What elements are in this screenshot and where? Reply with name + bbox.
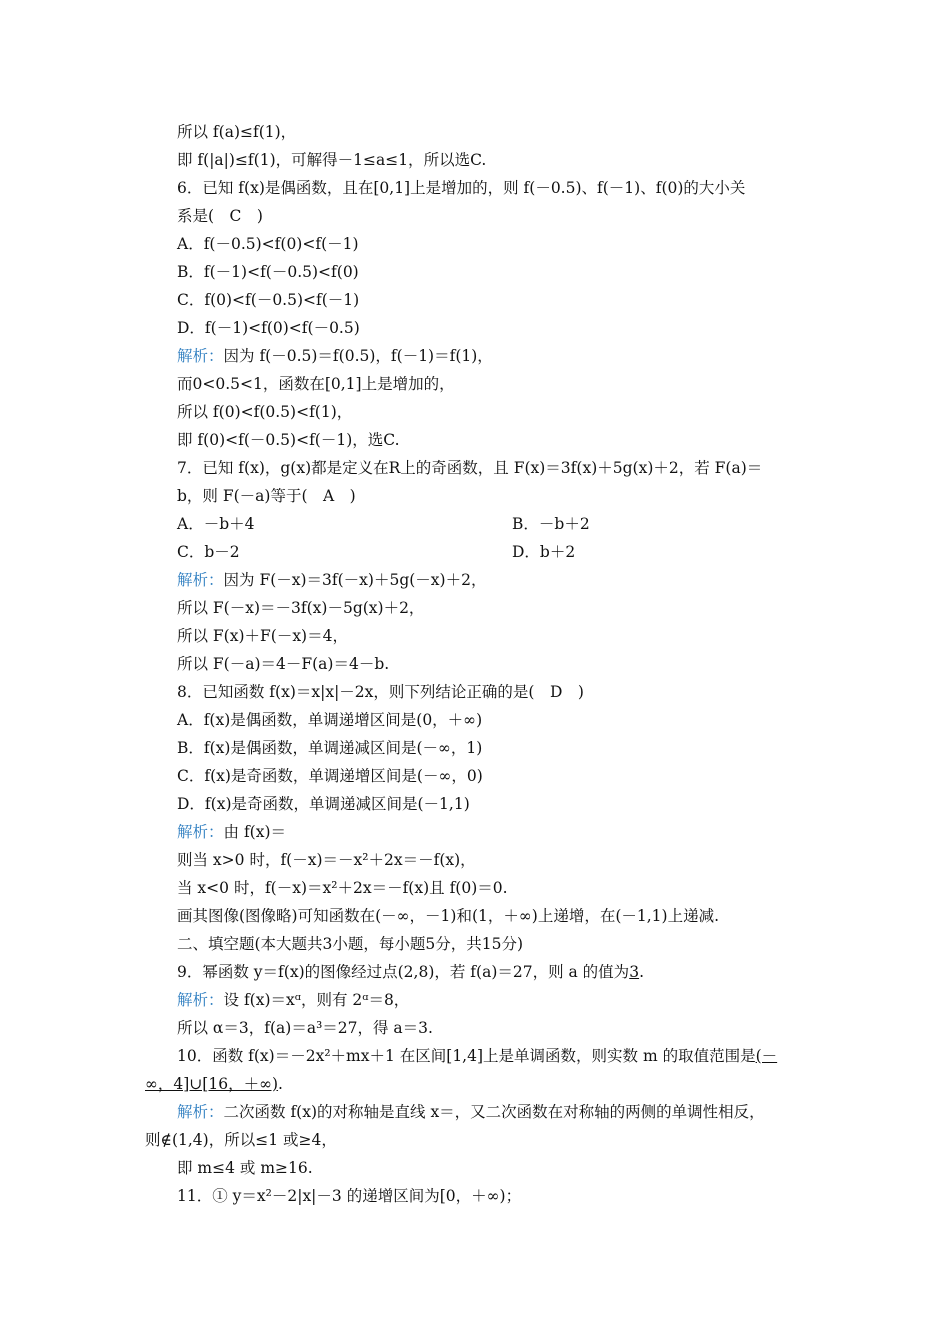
analysis-label: 解析： (177, 347, 224, 365)
line-text: A．f(x)是偶函数，单调递增区间是(0，＋∞) (177, 711, 483, 729)
line-text: D．f(－1)<f(0)<f(－0.5) (177, 319, 360, 337)
line-text: 而0<0.5<1，函数在[0,1]上是增加的， (177, 375, 455, 393)
text-line (177, 738, 482, 758)
text-line (177, 962, 644, 982)
line-text: b，则 F(－a)等于( A ) (177, 487, 356, 505)
analysis-label: 解析： (177, 991, 224, 1009)
line-text: A．f(－0.5)<f(0)<f(－1) (177, 235, 359, 253)
line-text: 所以 F(－x)＝－3f(x)－5g(x)＋2， (177, 599, 425, 617)
analysis-label: 解析： (177, 823, 224, 841)
line-text: 11．① y＝x²－2|x|－3 的递增区间为[0，＋∞)； (177, 1187, 522, 1205)
text-line (177, 1102, 765, 1122)
line-text: 即 m≤4 或 m≥16. (177, 1159, 313, 1177)
line-text: 7．已知 f(x)，g(x)都是定义在R上的奇函数，且 F(x)＝3f(x)＋5g(x)＋2，若 F(a)＝ (177, 459, 763, 477)
line-text: 因为 F(－x)＝3f(－x)＋5g(－x)＋2， (223, 571, 487, 589)
line-text: 所以 f(0)<f(0.5)<f(1)， (177, 403, 353, 421)
text-line (177, 122, 296, 142)
line-text: 所以 α＝3，f(a)＝a³＝27，得 a＝3. (177, 1019, 433, 1037)
text-line (177, 486, 356, 506)
line-text: 则∉(1,4)，所以≤1 或≥4， (145, 1131, 337, 1149)
line-text: 设 f(x)＝xᵅ，则有 2ᵅ＝8， (223, 991, 410, 1009)
line-text: D．f(x)是奇函数，单调递减区间是(－1,1) (177, 795, 470, 813)
text-line (145, 1074, 283, 1094)
text-line (177, 430, 400, 450)
line-text: 二、填空题(本大题共3小题，每小题5分，共15分) (177, 935, 524, 953)
option-right-column: B．－b＋2 (512, 515, 590, 533)
answer-underline: (－ (755, 1047, 778, 1065)
line-text: 10．函数 f(x)＝－2x²＋mx＋1 在区间[1,4]上是单调函数，则实数 m 的取值范围是 (177, 1047, 756, 1065)
option-right-column: D．b＋2 (512, 543, 576, 561)
text-line (177, 346, 493, 366)
text-line (177, 766, 483, 786)
line-text: 即 f(0)<f(－0.5)<f(－1)，选C. (177, 431, 400, 449)
text-line (145, 1130, 337, 1150)
line-text: C．f(0)<f(－0.5)<f(－1) (177, 291, 360, 309)
line-text: B．f(－1)<f(－0.5)<f(0) (177, 263, 359, 281)
text-line (177, 262, 359, 282)
line-text: 画其图像(图像略)可知函数在(－∞，－1)和(1，＋∞)上递增，在(－1,1)上递减. (177, 907, 720, 925)
text-line (177, 1158, 313, 1178)
text-line (177, 710, 482, 730)
text-line (177, 318, 360, 338)
text-line (177, 458, 762, 478)
analysis-label: 解析： (177, 571, 224, 589)
text-line (177, 402, 352, 422)
text-line (177, 906, 719, 926)
line-text: 系是( C ) (177, 207, 263, 225)
line-text: 则当 x>0 时，f(－x)＝－x²＋2x＝－f(x)， (177, 851, 476, 869)
text-line (177, 990, 409, 1010)
text-line (177, 682, 584, 702)
line-text: 即 f(|a|)≤f(1)，可解得－1≤a≤1，所以选C. (177, 151, 487, 169)
text-line (177, 654, 389, 674)
line-text: 所以 f(a)≤f(1)， (177, 123, 297, 141)
text-line (177, 374, 455, 394)
text-line (177, 822, 286, 842)
line-text: 9．幂函数 y＝f(x)的图像经过点(2,8)，若 f(a)＝27，则 a 的值为 (177, 963, 630, 981)
text-line (177, 878, 508, 898)
line-tail: . (278, 1075, 283, 1093)
line-text: 所以 F(－a)＝4－F(a)＝4－b. (177, 655, 390, 673)
text-line (177, 1018, 433, 1038)
answer-underline: 3 (629, 963, 640, 981)
line-text: 当 x<0 时，f(－x)＝x²＋2x＝－f(x)且 f(0)＝0. (177, 879, 508, 897)
answer-underline: ∞，4]∪[16，＋∞) (145, 1075, 279, 1093)
line-text: B．f(x)是偶函数，单调递减区间是(－∞，1) (177, 739, 483, 757)
text-line (177, 178, 745, 198)
text-line (177, 626, 348, 646)
line-text: C．b－2 (177, 543, 240, 561)
text-line (177, 598, 424, 618)
line-text: 8．已知函数 f(x)＝x|x|－2x，则下列结论正确的是( D ) (177, 683, 584, 701)
line-text: A．－b＋4 (177, 515, 255, 533)
analysis-label: 解析： (177, 1103, 224, 1121)
line-text: 所以 F(x)＋F(－x)＝4， (177, 627, 348, 645)
text-line (177, 570, 486, 590)
line-text: 由 f(x)＝ (223, 823, 287, 841)
text-line (177, 150, 486, 170)
text-line (177, 542, 240, 562)
line-text: 二次函数 f(x)的对称轴是直线 x＝，又二次函数在对称轴的两侧的单调性相反， (223, 1103, 765, 1121)
text-line (177, 290, 359, 310)
text-line (177, 794, 470, 814)
text-line (177, 206, 263, 226)
line-tail: . (639, 963, 644, 981)
text-line (177, 850, 476, 870)
text-line (177, 234, 359, 254)
text-line (177, 514, 254, 534)
text-line (177, 934, 523, 954)
line-text: 6．已知 f(x)是偶函数，且在[0,1]上是增加的，则 f(－0.5)、f(－1)、f(0)的大小关 (177, 179, 746, 197)
line-text: C．f(x)是奇函数，单调递增区间是(－∞，0) (177, 767, 483, 785)
line-text: 因为 f(－0.5)＝f(0.5)，f(－1)＝f(1)， (223, 347, 493, 365)
text-line (177, 1186, 521, 1206)
text-line (177, 1046, 777, 1066)
